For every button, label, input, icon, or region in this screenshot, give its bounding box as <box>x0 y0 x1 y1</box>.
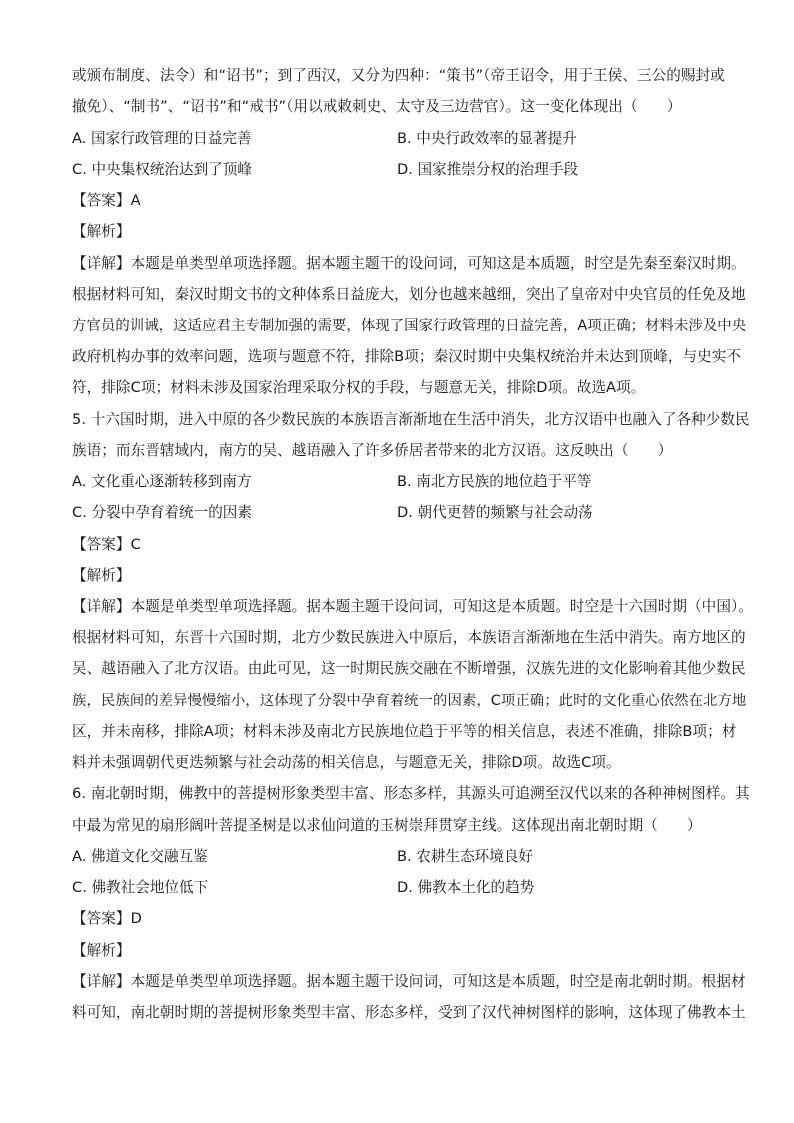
q6-detail-line-2: 料可知，南北朝时期的菩提树形象类型丰富、形态多样，受到了汉代神树图样的影响，这体现了佛教本土 <box>72 1004 746 1021</box>
q4-option-a: A. 国家行政管理的日益完善 <box>72 130 252 147</box>
q5-stem-line-2: 族语；而东晋辖域内，南方的吴、越语融入了许多侨居者带来的北方汉语。这反映出（ ） <box>72 442 673 459</box>
q6-analysis-label: 【解析】 <box>72 942 131 959</box>
q6-option-c: C. 佛教社会地位低下 <box>72 879 209 896</box>
q5-option-d: D. 朝代更替的频繁与社会动荡 <box>397 504 593 521</box>
q4-detail-line-4: 政府机构办事的效率问题，选项与题意不符，排除B项；秦汉时期中央集权统治并未达到顶峰，与史实不 <box>72 348 742 365</box>
q5-detail-line-2: 根据材料可知，东晋十六国时期，北方少数民族进入中原后，本族语言渐渐地在生活中消失。南方地区的 <box>72 629 746 646</box>
q4-detail-line-1: 【详解】本题是单类型单项选择题。据本题主题干的设问词，可知这是本质题，时空是先秦至秦汉时期。 <box>72 255 746 272</box>
q4-option-b: B. 中央行政效率的显著提升 <box>397 130 577 147</box>
q4-detail-line-2: 根据材料可知，秦汉时期文书的文种体系日益庞大，划分也越来越细，突出了皇帝对中央官员的任免及地 <box>72 286 746 303</box>
q6-stem-line-2: 中最为常见的扇形阔叶菩提圣树是以求仙问道的玉树崇拜贯穿主线。这体现出南北朝时期（ ） <box>72 817 702 834</box>
q4-option-d: D. 国家推崇分权的治理手段 <box>397 161 579 178</box>
q4-stem-line-1: 或颁布制度、法令）和“诏书”；到了西汉，又分为四种：“策书”（帝王诏令，用于王侯、三公的赐封或 <box>72 67 725 84</box>
q4-stem-line-2: 撤免）、“制书”、“诏书”和“戒书”（用以戒敕刺史、太守及三边营官）。这一变化体现出（ ） <box>72 98 682 115</box>
q4-detail-line-5: 符，排除C项；材料未涉及国家治理采取分权的手段，与题意无关，排除D项。故选A项。 <box>72 379 646 396</box>
q6-answer: 【答案】D <box>72 910 142 927</box>
q5-option-c: C. 分裂中孕育着统一的因素 <box>72 504 253 521</box>
q6-option-d: D. 佛教本土化的趋势 <box>397 879 535 896</box>
q4-analysis-label: 【解析】 <box>72 223 131 240</box>
q6-stem-line-1: 6. 南北朝时期，佛教中的菩提树形象类型丰富、形态多样，其源头可追溯至汉代以来的各种神树图样。其 <box>72 785 750 802</box>
q5-detail-line-6: 料并未强调朝代更迭频繁与社会动荡的相关信息，与题意无关，排除D项。故选C项。 <box>72 754 621 771</box>
q5-option-a: A. 文化重心逐渐转移到南方 <box>72 473 252 490</box>
q5-option-b: B. 南北方民族的地位趋于平等 <box>397 473 592 490</box>
q5-answer: 【答案】C <box>72 536 141 553</box>
q5-detail-line-5: 区，并未南移，排除A项；材料未涉及南北方民族地位趋于平等的相关信息，表述不准确，排除B项；材 <box>72 723 737 740</box>
q5-detail-line-4: 族，民族间的差异慢慢缩小，这体现了分裂中孕育着统一的因素，C项正确；此时的文化重心依然在北方地 <box>72 693 747 709</box>
q5-detail-line-1: 【详解】本题是单类型单项选择题。据本题主题干设问词，可知这是本质题。时空是十六国时期（中国）。 <box>72 598 753 615</box>
q6-option-b: B. 农耕生态环境良好 <box>397 848 534 865</box>
q4-detail-line-3: 方官员的训诫，这适应君主专制加强的需要，体现了国家行政管理的日益完善，A项正确；材料未涉及中央 <box>72 318 747 334</box>
q5-detail-line-3: 吴、越语融入了北方汉语。由此可见，这一时期民族交融在不断增强，汉族先进的文化影响着其他少数民 <box>72 660 746 677</box>
q4-answer: 【答案】A <box>72 192 141 209</box>
q6-detail-line-1: 【详解】本题是单类型单项选择题。据本题主题干设问词，可知这是本质题，时空是南北朝时期。根据材 <box>72 973 746 990</box>
q4-option-c: C. 中央集权统治达到了顶峰 <box>72 161 253 178</box>
q5-stem-line-1: 5. 十六国时期，进入中原的各少数民族的本族语言渐渐地在生活中消失，北方汉语中也融入了各种少数民 <box>72 411 750 428</box>
q6-option-a: A. 佛道文化交融互鉴 <box>72 848 208 865</box>
q5-analysis-label: 【解析】 <box>72 567 131 584</box>
